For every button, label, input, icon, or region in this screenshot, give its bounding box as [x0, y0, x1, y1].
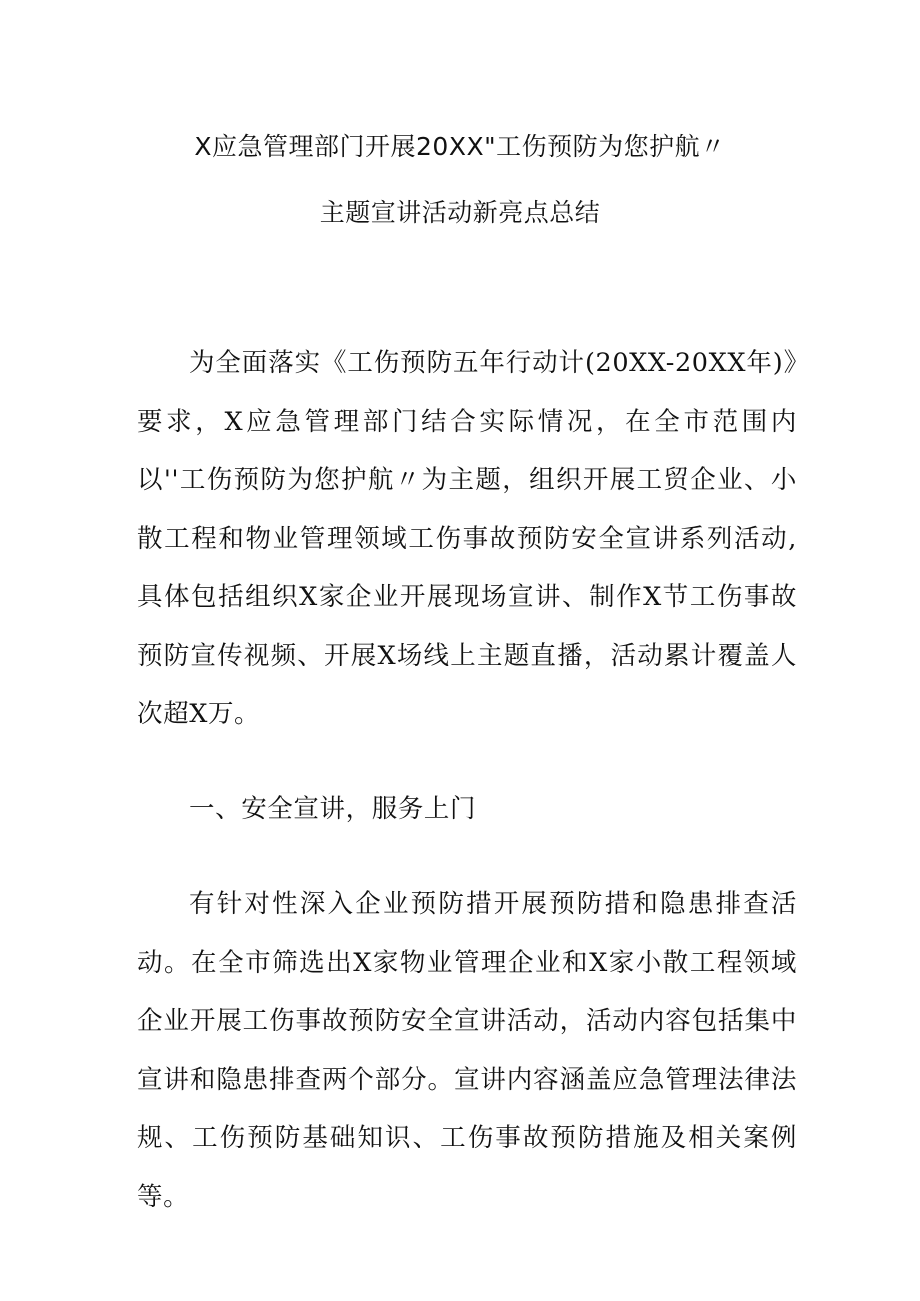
- intro-paragraph: 为全面落实《工伤预防五年行动计(20XX-20XX年)》要求，X应急管理部门结合实际情况，在全市范围内以''工伤预防为您护航〃为主题，组织开展工贸企业、小散工程和物业管理领域工伤事故预防安全宣讲系列活动,具体包括组织X家企业开展现场宣讲、制作X节工伤事故预防宣传视频、开展X场线上主题直播，活动累计覆盖人次超X万。: [137, 348, 797, 729]
- section-1-paragraph: 有针对性深入企业预防措开展预防措和隐患排查活动。在全市筛选出X家物业管理企业和X家小散工程领域企业开展工伤事故预防安全宣讲活动，活动内容包括集中宣讲和隐患排查两个部分。宣讲内容涵盖应急管理法律法规、工伤预防基础知识、工伤事故预防措施及相关案例等。: [137, 889, 797, 1212]
- document-title-line-2: 主题宣讲活动新亮点总结: [319, 198, 601, 227]
- document-title-line-1: X应急管理部门开展20XX"工伤预防为您护航〃: [194, 132, 726, 161]
- section-heading-1: 一、安全宣讲，服务上门: [189, 794, 477, 824]
